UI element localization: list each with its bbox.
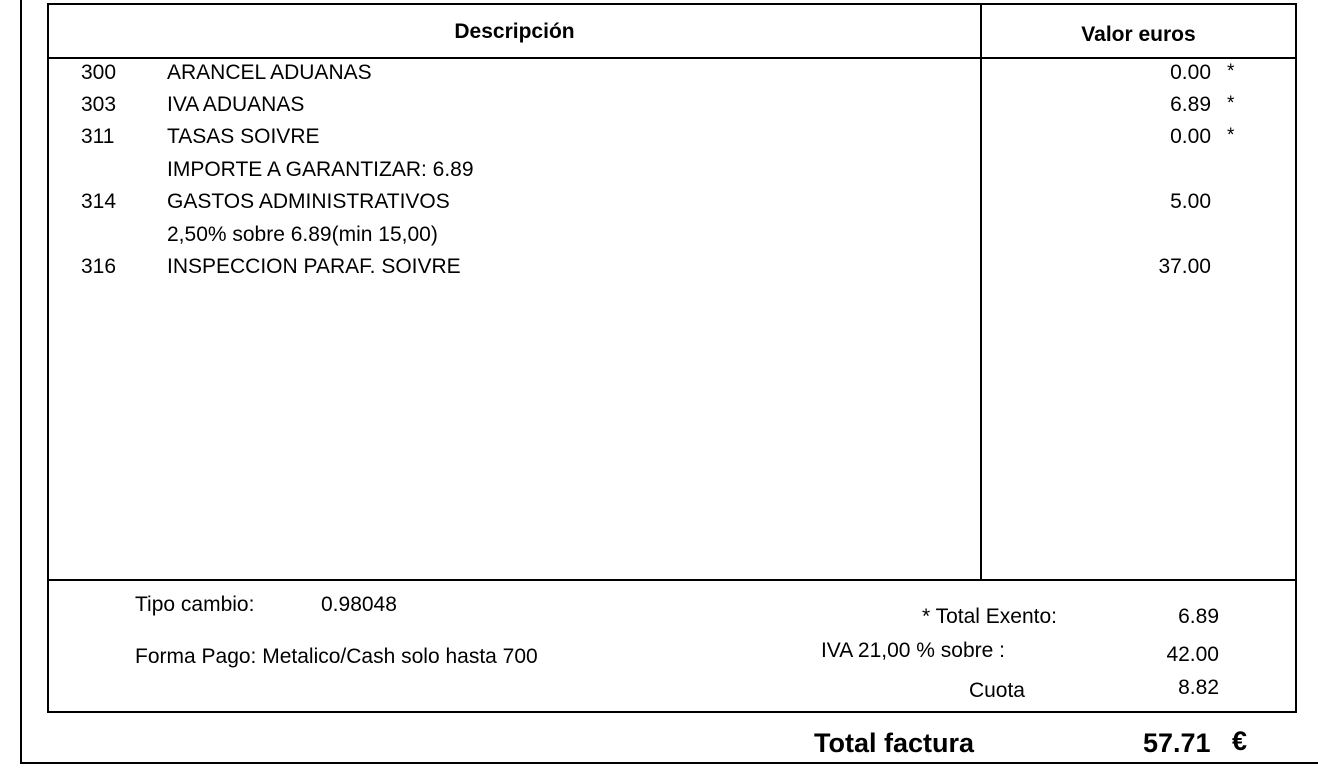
tipo-cambio-value: 0.98048 bbox=[321, 593, 397, 616]
iva-value: 42.00 bbox=[1166, 643, 1219, 666]
header-description: Descripción bbox=[454, 20, 575, 43]
line-code: 311 bbox=[81, 125, 115, 148]
exempt-marker: * bbox=[1227, 61, 1235, 82]
line-description: IVA ADUANAS bbox=[167, 93, 305, 116]
line-description: 2,50% sobre 6.89(min 15,00) bbox=[167, 223, 438, 246]
line-item bbox=[49, 190, 1295, 222]
cuota-label: Cuota bbox=[968, 679, 1025, 702]
iva-label: IVA 21,00 % sobre : bbox=[820, 639, 1005, 662]
total-label: Total factura bbox=[814, 728, 975, 758]
tipo-cambio-label: Tipo cambio: bbox=[135, 593, 255, 616]
forma-pago: Forma Pago: Metalico/Cash solo hasta 700 bbox=[135, 645, 538, 668]
line-code: 303 bbox=[81, 93, 117, 116]
total-exento-label: * Total Exento: bbox=[921, 605, 1057, 628]
table-header bbox=[49, 5, 1295, 59]
invoice-table bbox=[47, 3, 1297, 713]
line-item bbox=[49, 61, 1295, 93]
line-amount: 0.00 bbox=[1170, 125, 1211, 148]
exempt-marker: * bbox=[1227, 93, 1235, 114]
line-code: 314 bbox=[81, 190, 117, 213]
line-item bbox=[49, 125, 1295, 157]
line-item bbox=[49, 158, 1295, 190]
line-amount: 5.00 bbox=[1170, 190, 1211, 213]
line-amount: 37.00 bbox=[1158, 255, 1211, 278]
line-item bbox=[49, 223, 1295, 255]
euro-sign: € bbox=[1232, 726, 1248, 756]
line-description: TASAS SOIVRE bbox=[167, 125, 320, 148]
line-description: ARANCEL ADUANAS bbox=[167, 61, 372, 84]
line-code: 300 bbox=[81, 61, 117, 84]
line-amount: 0.00 bbox=[1170, 61, 1211, 84]
cuota-value: 8.82 bbox=[1178, 676, 1219, 699]
header-value: Valor euros bbox=[1081, 23, 1196, 46]
exempt-marker: * bbox=[1227, 125, 1235, 146]
line-item bbox=[49, 93, 1295, 125]
total-exento-value: 6.89 bbox=[1178, 605, 1219, 628]
line-code: 316 bbox=[81, 255, 117, 278]
line-item bbox=[49, 255, 1295, 287]
line-description: GASTOS ADMINISTRATIVOS bbox=[167, 190, 450, 213]
line-amount: 6.89 bbox=[1170, 93, 1211, 116]
total-value: 57.71 bbox=[1143, 728, 1211, 758]
line-description: INSPECCION PARAF. SOIVRE bbox=[167, 255, 461, 278]
line-description: IMPORTE A GARANTIZAR: 6.89 bbox=[167, 158, 474, 181]
invoice-footer bbox=[49, 579, 1295, 711]
